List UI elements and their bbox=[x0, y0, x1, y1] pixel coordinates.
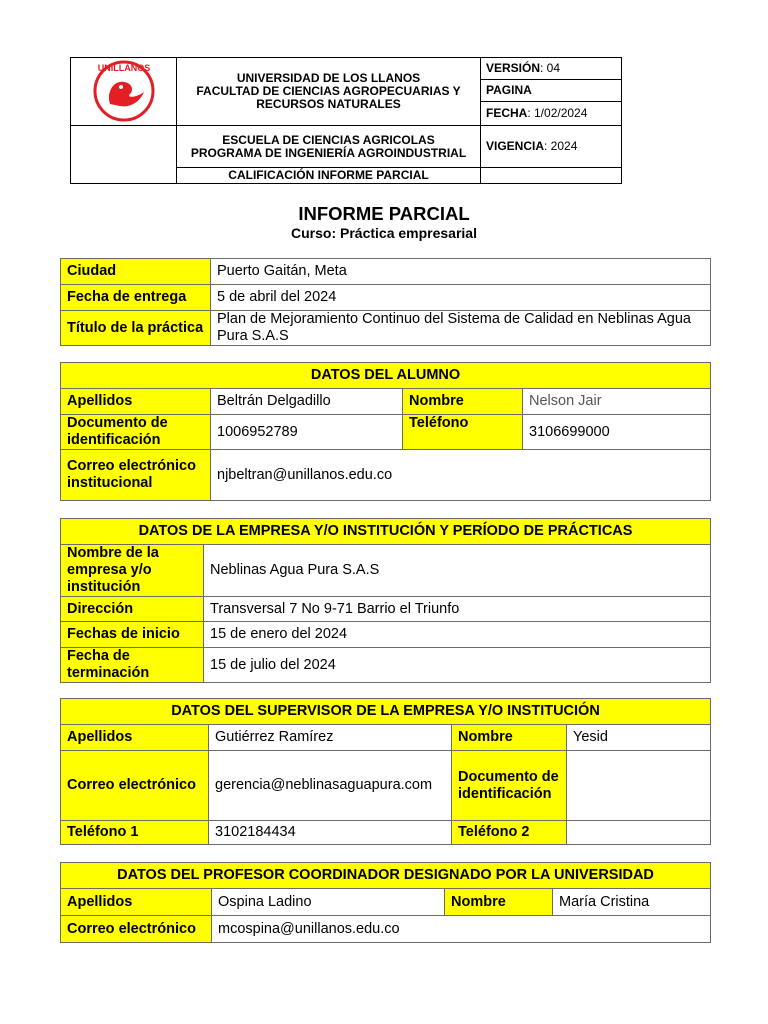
supervisor-phone1-value: 3102184434 bbox=[209, 821, 452, 845]
supervisor-email-label: Correo electrónico bbox=[61, 751, 209, 821]
student-email-label: Correo electrónico institucional bbox=[61, 450, 211, 501]
version-cell bbox=[481, 58, 622, 80]
logo-cell bbox=[71, 58, 177, 126]
coordinator-name-label: Nombre bbox=[445, 889, 553, 916]
coordinator-table bbox=[60, 862, 711, 943]
student-surname-label: Apellidos bbox=[61, 389, 211, 415]
company-section-title: DATOS DE LA EMPRESA Y/O INSTITUCIÓN Y PERÍODO DE PRÁCTICAS bbox=[61, 519, 711, 545]
coordinator-surname-label: Apellidos bbox=[61, 889, 212, 916]
coordinator-surname-value: Ospina Ladino bbox=[212, 889, 445, 916]
university-name: UNIVERSIDAD DE LOS LLANOS bbox=[236, 71, 421, 85]
coordinator-section-title: DATOS DEL PROFESOR COORDINADOR DESIGNADO POR LA UNIVERSIDAD bbox=[61, 863, 711, 889]
page-subtitle: Curso: Práctica empresarial bbox=[291, 225, 477, 241]
coordinator-name-value: María Cristina bbox=[553, 889, 711, 916]
supervisor-phone2-value bbox=[567, 821, 711, 845]
university-logo-icon bbox=[84, 58, 164, 122]
faculty-name: FACULTAD DE CIENCIAS AGROPECUARIAS Y RECURSOS NATURALES bbox=[196, 84, 461, 111]
company-table bbox=[60, 518, 711, 683]
institution-title bbox=[177, 58, 481, 126]
student-surname-value: Beltrán Delgadillo bbox=[211, 389, 403, 415]
student-table bbox=[60, 362, 711, 501]
validity-value: : 2024 bbox=[544, 139, 578, 153]
document-header bbox=[70, 57, 622, 184]
date-cell bbox=[481, 101, 622, 125]
school-name: ESCUELA DE CIENCIAS AGRICOLAS bbox=[222, 132, 435, 147]
supervisor-surname-value: Gutiérrez Ramírez bbox=[209, 725, 452, 751]
city-label: Ciudad bbox=[61, 259, 211, 285]
empty-cell bbox=[481, 168, 622, 184]
supervisor-phone2-label: Teléfono 2 bbox=[452, 821, 567, 845]
page-label: PAGINA bbox=[486, 82, 532, 97]
supervisor-email-value: gerencia@neblinasaguapura.com bbox=[209, 751, 452, 821]
city-value: Puerto Gaitán, Meta bbox=[211, 259, 711, 285]
end-date-value: 15 de julio del 2024 bbox=[204, 648, 711, 683]
supervisor-phone1-label: Teléfono 1 bbox=[61, 821, 209, 845]
page-cell bbox=[481, 79, 622, 101]
general-info-table bbox=[60, 258, 711, 346]
company-address-label: Dirección bbox=[61, 597, 204, 622]
practice-title-label: Título de la práctica bbox=[61, 311, 211, 346]
supervisor-surname-label: Apellidos bbox=[61, 725, 209, 751]
logo-wordmark: UNILLANOS bbox=[97, 63, 150, 73]
student-id-label: Documento de identificación bbox=[61, 415, 211, 450]
supervisor-section-title: DATOS DEL SUPERVISOR DE LA EMPRESA Y/O INSTITUCIÓN bbox=[61, 699, 711, 725]
company-name-value: Neblinas Agua Pura S.A.S bbox=[204, 545, 711, 597]
program-name: PROGRAMA DE INGENIERÍA AGROINDUSTRIAL bbox=[190, 145, 467, 160]
coordinator-email-label: Correo electrónico bbox=[61, 916, 212, 943]
supervisor-id-value bbox=[567, 751, 711, 821]
coordinator-email-value: mcospina@unillanos.edu.co bbox=[212, 916, 711, 943]
version-value: : 04 bbox=[540, 60, 561, 75]
start-date-value: 15 de enero del 2024 bbox=[204, 622, 711, 648]
student-id-value: 1006952789 bbox=[211, 415, 403, 450]
student-email-value: njbeltran@unillanos.edu.co bbox=[211, 450, 711, 501]
program-title bbox=[177, 126, 481, 168]
company-address-value: Transversal 7 No 9-71 Barrio el Triunfo bbox=[204, 597, 711, 622]
page-title: INFORME PARCIAL bbox=[298, 203, 470, 224]
form-name: CALIFICACIÓN INFORME PARCIAL bbox=[177, 168, 481, 184]
student-name-label: Nombre bbox=[403, 389, 523, 415]
end-date-label: Fecha de terminación bbox=[61, 648, 204, 683]
logo-cell-bottom bbox=[71, 126, 177, 184]
version-label: VERSIÓN bbox=[486, 60, 541, 75]
student-phone-value: 3106699000 bbox=[523, 415, 711, 450]
supervisor-table bbox=[60, 698, 711, 845]
company-name-label: Nombre de la empresa y/o institución bbox=[61, 545, 204, 597]
validity-cell bbox=[481, 126, 622, 168]
validity-label: VIGENCIA bbox=[486, 139, 545, 153]
supervisor-name-label: Nombre bbox=[452, 725, 567, 751]
delivery-date-value: 5 de abril del 2024 bbox=[211, 285, 711, 311]
delivery-date-label: Fecha de entrega bbox=[61, 285, 211, 311]
date-value: : 1/02/2024 bbox=[527, 105, 588, 120]
supervisor-id-label: Documento de identificación bbox=[452, 751, 567, 821]
start-date-label: Fechas de inicio bbox=[61, 622, 204, 648]
date-label: FECHA bbox=[486, 105, 528, 120]
supervisor-name-value: Yesid bbox=[567, 725, 711, 751]
student-section-title: DATOS DEL ALUMNO bbox=[61, 363, 711, 389]
practice-title-value: Plan de Mejoramiento Continuo del Sistema de Calidad en Neblinas Agua Pura S.A.S bbox=[211, 311, 711, 346]
student-name-value: Nelson Jair bbox=[523, 389, 711, 415]
student-phone-label: Teléfono bbox=[403, 415, 523, 450]
